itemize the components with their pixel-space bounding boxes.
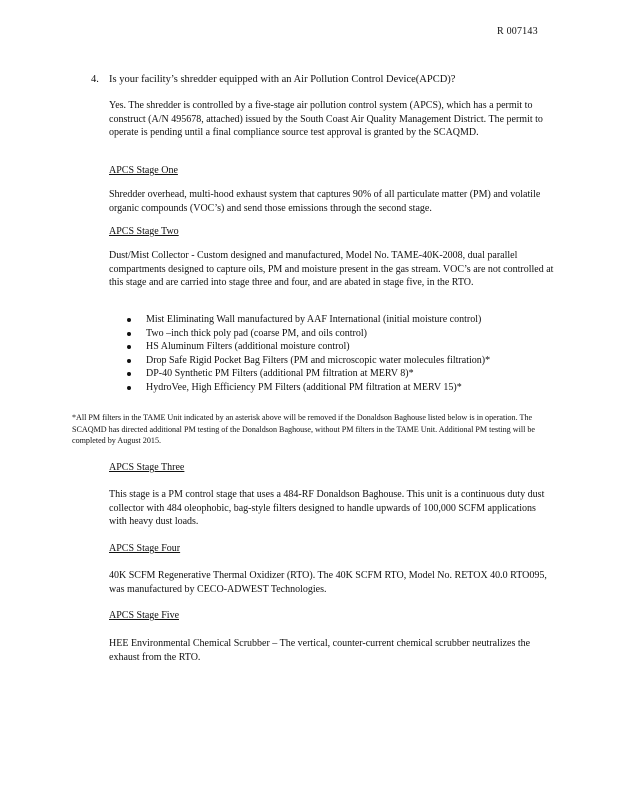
list-item: [127, 313, 490, 327]
stage-two-heading: APCS Stage Two: [109, 226, 179, 237]
stage-one-text: Shredder overhead, multi-hood exhaust system that captures 90% of all particulate matter (PM) and volatile organic compounds (VOC’s) and send those emissions through the second stage.: [109, 189, 541, 214]
list-item: [127, 381, 490, 395]
list-item: [127, 367, 490, 381]
stage-one-heading: APCS Stage One: [109, 165, 178, 176]
bullet-icon: [127, 345, 131, 349]
bullet-icon: [127, 386, 131, 390]
question-number: 4.: [91, 74, 99, 85]
list-item-text: HydroVee, High Efficiency PM Filters (additional PM filtration at MERV 15)*: [146, 381, 462, 393]
list-item: [127, 354, 490, 368]
bullet-icon: [127, 372, 131, 376]
stage-three-text: This stage is a PM control stage that uses a 484-RF Donaldson Baghouse. This unit is a continuous duty dust collector with 484 oleophobic, bag-style filters designed to handle upwards of 100,000 SCFM applications with heavy dust loads.: [109, 489, 545, 527]
stage-two-filter-list: [127, 313, 490, 395]
list-item-text: HS Aluminum Filters (additional moisture control): [146, 341, 350, 353]
stage-four-text: 40K SCFM Regenerative Thermal Oxidizer (RTO). The 40K SCFM RTO, Model No. RETOX 40.0 RTO095, was manufactured by CECO-ADWEST Technologies.: [109, 570, 547, 595]
list-item-text: Drop Safe Rigid Pocket Bag Filters (PM and microscopic water molecules filtration)*: [146, 354, 491, 366]
question-text: Is your facility’s shredder equipped with an Air Pollution Control Device(APCD)?: [109, 74, 456, 85]
stage-five-heading: APCS Stage Five: [109, 610, 180, 621]
list-item-text: DP-40 Synthetic PM Filters (additional PM filtration at MERV 8)*: [146, 368, 414, 380]
bullet-icon: [127, 359, 131, 363]
stage-four-heading: APCS Stage Four: [109, 543, 181, 554]
document-id: R 007143: [497, 26, 538, 37]
bullet-icon: [127, 318, 131, 322]
list-item-text: Mist Eliminating Wall manufactured by AAF International (initial moisture control): [146, 314, 482, 325]
list-item: [127, 340, 490, 354]
list-item: [127, 327, 490, 341]
bullet-icon: [127, 332, 131, 336]
stage-two-text: Dust/Mist Collector - Custom designed and manufactured, Model No. TAME-40K-2008, dual parallel compartments designed to capture oils, PM and moisture present in the gas stream. VOC’s are not controlled at this stage and are carried into stage three and four, and are abated in stage five, in the RTO.: [109, 250, 554, 288]
answer-paragraph: Yes. The shredder is controlled by a five-stage air pollution control system (APCS), which has a permit to construct (A/N 495678, attached) issued by the South Coast Air Quality Management District. The permit to operate is pending until a final compliance source test approval is granted by the SCAQMD.: [109, 100, 543, 138]
stage-five-text: HEE Environmental Chemical Scrubber – The vertical, counter-current chemical scrubber neutralizes the exhaust from the RTO.: [109, 638, 531, 663]
list-item-text: Two –inch thick poly pad (coarse PM, and oils control): [146, 327, 367, 339]
filter-footnote: *All PM filters in the TAME Unit indicated by an asterisk above will be removed if the Donaldson Baghouse listed below is in operation. The SCAQMD has directed additional PM testing of the Donaldson Baghouse, without PM filters in the TAME Unit. Additional PM testing will be completed by August 2015.: [72, 413, 535, 445]
stage-three-heading: APCS Stage Three: [109, 462, 185, 473]
